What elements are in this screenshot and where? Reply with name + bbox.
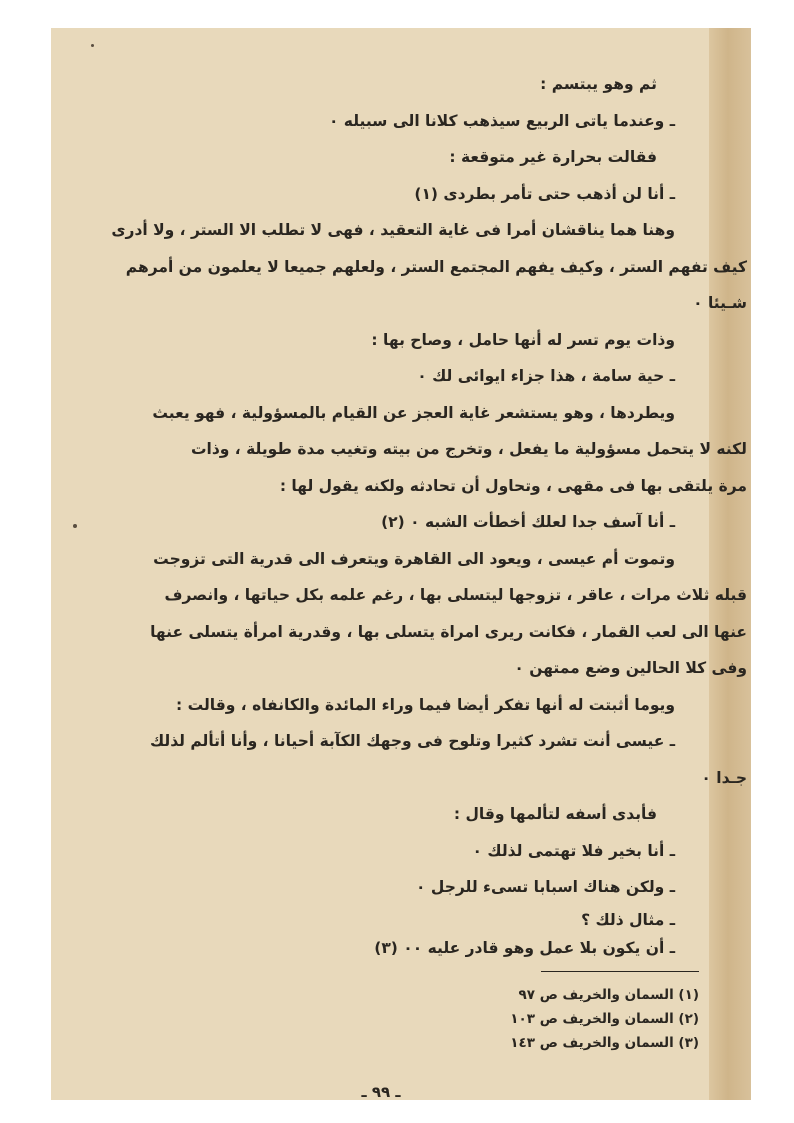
text-line: ـ أن يكون بلا عمل وهو قادر عليه ٠٠ (٣) <box>374 938 675 957</box>
text-line: ـ حية سامة ، هذا جزاء ايوائى لك ٠ <box>417 367 675 385</box>
text-line: ـ أنا آسف جدا لعلك أخطأت الشبه ٠ (٢) <box>381 513 675 531</box>
footnote: (٢) السمان والخريف ص ١٠٣ <box>510 1011 699 1027</box>
body-text <box>99 66 747 962</box>
text-line: ـ ولكن هناك اسبابا تسىء للرجل ٠ <box>416 878 675 896</box>
text-line: ويطردها ، وهو يستشعر غاية العجز عن القيام بالمسؤولية ، فهو يعبث <box>152 403 675 422</box>
text-line: وهنا هما يناقشان أمرا فى غاية التعقيد ، فهى لا تطلب الا الستر ، ولا أدرى <box>111 221 675 239</box>
text-line: ثم وهو يبتسم : <box>540 75 657 93</box>
text-line: فقالت بحرارة غير متوقعة : <box>449 148 657 166</box>
text-line: وفى كلا الحالين وضع ممتهن ٠ <box>514 659 747 677</box>
footnote-divider <box>541 971 699 972</box>
footnote: (١) السمان والخريف ص ٩٧ <box>518 987 699 1003</box>
text-line: ـ مثال ذلك ؟ <box>581 910 675 929</box>
footnote: (٣) السمان والخريف ص ١٤٣ <box>510 1035 699 1051</box>
text-line: ـ عيسى أنت تشرد كثيرا وتلوح فى وجهك الكآبة أحيانا ، وأنا أتألم لذلك <box>149 732 675 750</box>
footnotes <box>510 983 699 1055</box>
text-line: قبله ثلاث مرات ، عاقر ، تزوجها ليتسلى بها ، رغم علمه بكل حياتها ، وانصرف <box>164 586 747 604</box>
scanned-page <box>51 28 751 1100</box>
text-line: مرة يلتقى بها فى مقهى ، وتحاول أن تحادثه ولكنه يقول لها : <box>279 476 747 495</box>
text-line: كيف تفهم الستر ، وكيف يفهم المجتمع الستر ، ولعلهم جميعا لا يعلمون من أمرهم <box>125 257 747 276</box>
text-line: فأبدى أسفه لتألمها وقال : <box>453 805 657 823</box>
text-line: وتموت أم عيسى ، ويعود الى القاهرة ويتعرف الى قدرية التى تزوجت <box>153 549 675 568</box>
book-spine-shadow <box>709 28 751 1100</box>
text-line: ـ أنا لن أذهب حتى تأمر بطردى (١) <box>414 184 675 203</box>
scan-speck <box>91 44 94 47</box>
text-line: وذات يوم تسر له أنها حامل ، وصاح بها : <box>371 330 675 349</box>
text-line: ـ وعندما ياتى الربيع سيذهب كلانا الى سبيله ٠ <box>328 111 675 130</box>
page-number: ـ ٩٩ ـ <box>361 1083 401 1100</box>
text-line: عنها الى لعب القمار ، فكانت ريرى امراة يتسلى بها ، وقدرية امرأة يتسلى عنها <box>150 622 747 641</box>
text-line: لكنه لا يتحمل مسؤولية ما يفعل ، وتخرج من بيته وتغيب مدة طويلة ، وذات <box>190 440 747 458</box>
text-line: جـدا ٠ <box>701 768 747 787</box>
text-line: ـ أنا بخير فلا تهتمى لذلك ٠ <box>472 841 675 860</box>
text-line: ويوما أثبتت له أنها تفكر أيضا فيما وراء المائدة والكانفاه ، وقالت : <box>175 695 675 714</box>
scan-speck <box>73 524 77 528</box>
text-line: شـيئا ٠ <box>693 294 747 312</box>
